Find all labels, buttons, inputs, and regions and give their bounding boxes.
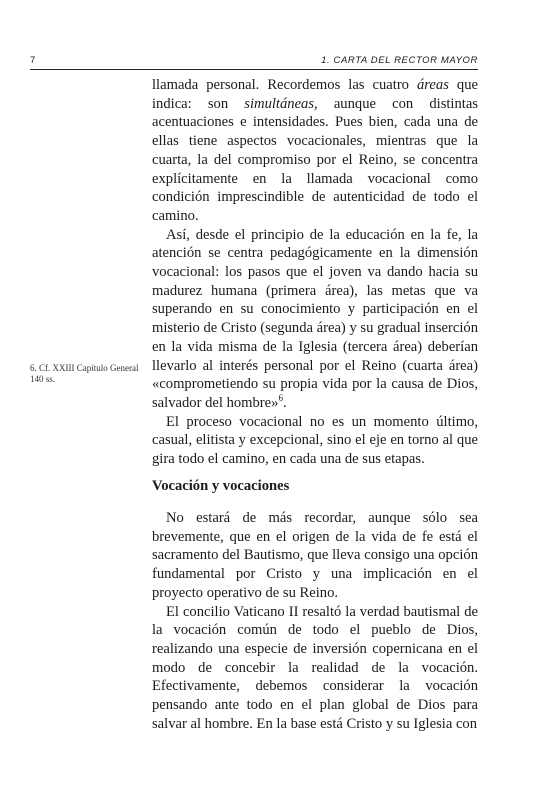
paragraph-2: Así, desde el principio de la educación en la fe, la atención se centra pedagógicamente en la dimensión vocacional: los pasos que el joven va dando hacia su madurez humana (primera área), las metas que va superando en su conocimiento y participación en el misterio de Cristo (segunda área) y su gradual inserción en la vida misma de la Iglesia (tercera área) deberían llevarlo al interés personal por el Reino (cuarta área) «comprometiendo su propia vida por la causa de Dios, salvador del hombre»$^6$. [152, 226, 478, 411]
paragraph-1: llamada personal. Recordemos las cuatro áreas que indica: son simultáneas, aunque con distintas acentuaciones e intensidades. Pues bien, cada una de ellas tiene aspectos vocacionales, mientras que la cuarta, la del compromiso por el Reino, se concentra explícitamente en la llamada vocacional como condición imprescindible de autenticidad de todo el camino. [152, 77, 478, 224]
margin-footnote: 6. Cf. XXIII Capítulo General 140 ss. [30, 363, 139, 384]
emphasis-areas: áreas [417, 77, 449, 93]
header-rule [30, 69, 478, 70]
page-number: 7 [30, 55, 36, 66]
footnote-reference: 6 [278, 393, 283, 404]
body-text-section-1 [152, 76, 478, 469]
page-header [30, 55, 478, 69]
emphasis-simultaneas: simultáneas, [244, 95, 318, 112]
body-text-section-2 [152, 509, 478, 733]
section-heading: Vocación y vocaciones [152, 478, 290, 494]
paragraph-4: No estará de más recordar, aunque sólo sea brevemente, que en el origen de la vida de fe está el sacramento del Bautismo, que lleva consigo una opción fundamental por Cristo y una implicación en el proyecto operativo de su Reino. [152, 510, 478, 601]
paragraph-3: El proceso vocacional no es un momento último, casual, elitista y excepcional, sino el eje en torno al que gira todo el camino, en cada una de sus etapas. [152, 413, 478, 468]
paragraph-5: El concilio Vaticano II resaltó la verdad bautismal de la vocación común de todo el pueblo de Dios, realizando una especie de inversión copernicana en el modo de concebir la realidad de la vocación. Efectivamente, debemos considerar la vocación pensando ante todo en el plan global de Dios para salvar al hombre. En la base está Cristo y su Iglesia con [152, 603, 478, 732]
running-title: 1. CARTA DEL RECTOR MAYOR [321, 55, 478, 66]
